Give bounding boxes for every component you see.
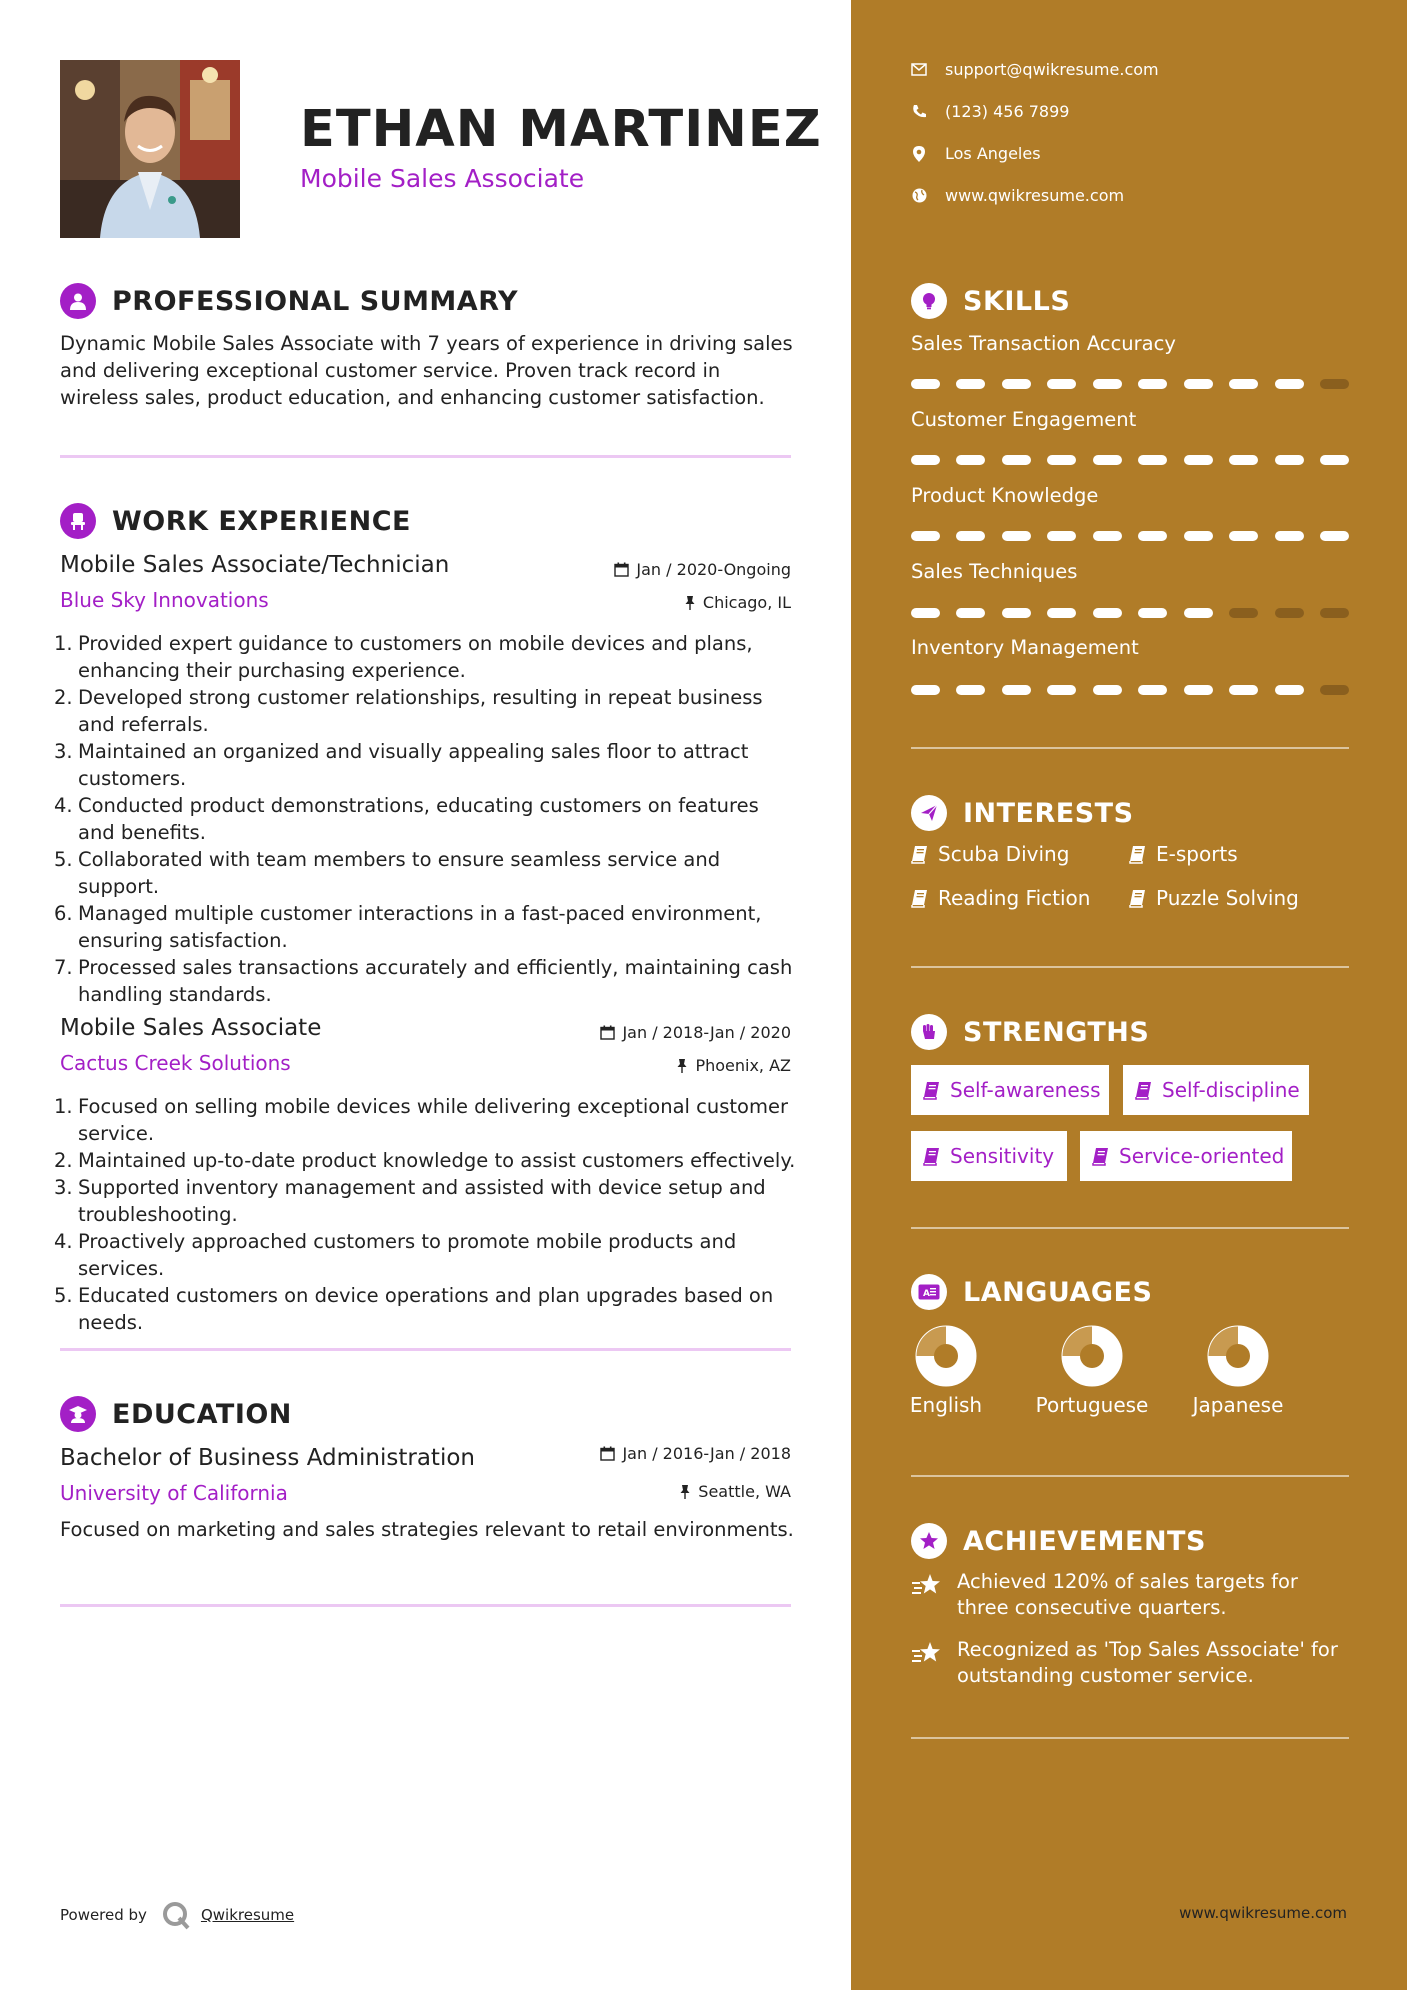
envelope-icon <box>911 62 927 78</box>
interest-label: Puzzle Solving <box>1156 886 1299 910</box>
skill-segment <box>911 685 940 695</box>
contact-website[interactable] <box>911 186 1124 205</box>
skill-segment <box>1275 531 1304 541</box>
section-divider <box>911 747 1349 749</box>
skill-rating <box>911 455 1349 465</box>
calendar-icon <box>600 1446 615 1461</box>
list-item: 4. Proactively approached customers to promote mobile products and services. <box>54 1230 737 1280</box>
skill-segment <box>1184 608 1213 618</box>
language-proficiency-ring <box>1059 1323 1125 1389</box>
list-item: 7. Processed sales transactions accurately and efficiently, maintaining cash handling standards. <box>54 956 793 1006</box>
section-divider <box>911 966 1349 968</box>
skill-segment <box>1093 379 1122 389</box>
skill-name: Sales Transaction Accuracy <box>911 332 1176 355</box>
education-description: Focused on marketing and sales strategies relevant to retail environments. <box>60 1518 794 1541</box>
skill-segment <box>1047 455 1076 465</box>
skill-segment <box>1047 531 1076 541</box>
book-icon <box>911 845 928 864</box>
skill-segment <box>1184 685 1213 695</box>
languages-title: LANGUAGES <box>963 1276 1153 1308</box>
job-location-text: Chicago, IL <box>702 593 791 612</box>
job-bullets <box>54 1093 798 1336</box>
skill-segment <box>956 379 985 389</box>
map-marker-icon <box>911 146 927 162</box>
skill-segment <box>1229 379 1258 389</box>
list-item: 2. Maintained up-to-date product knowledge to assist customers effectively. <box>54 1149 796 1172</box>
book-icon <box>1129 845 1146 864</box>
job-dates <box>600 1023 791 1042</box>
skill-name: Inventory Management <box>911 636 1139 659</box>
language-item <box>1178 1323 1298 1417</box>
section-divider <box>911 1227 1349 1229</box>
skill-segment <box>1229 608 1258 618</box>
profile-photo <box>60 60 240 238</box>
language-proficiency-ring <box>913 1323 979 1389</box>
job-dates-text: Jan / 2020-Ongoing <box>636 560 791 579</box>
education-title: EDUCATION <box>112 1398 292 1430</box>
skill-segment <box>956 608 985 618</box>
skill-segment <box>911 608 940 618</box>
skill-segment <box>1229 685 1258 695</box>
skill-segment <box>1002 455 1031 465</box>
achievement-text: Achieved 120% of sales targets for three consecutive quarters. <box>957 1570 1298 1619</box>
skill-segment <box>1002 531 1031 541</box>
section-divider <box>911 1475 1349 1477</box>
ring-hole <box>934 1344 958 1368</box>
pin-icon <box>676 1058 688 1073</box>
pin-icon <box>679 1484 691 1499</box>
strength-chip <box>911 1131 1067 1181</box>
interest-label: Scuba Diving <box>938 842 1070 866</box>
candidate-name: ETHAN MARTINEZ <box>300 100 822 159</box>
language-item <box>886 1323 1006 1417</box>
book-icon <box>1092 1147 1109 1166</box>
shooting-star-icon <box>911 1573 945 1603</box>
chair-icon <box>60 503 96 539</box>
skill-segment <box>1138 379 1167 389</box>
ring-hole <box>1080 1344 1104 1368</box>
globe-icon <box>911 188 927 204</box>
skill-segment <box>956 531 985 541</box>
skill-segment <box>1184 379 1213 389</box>
calendar-icon <box>600 1025 615 1040</box>
skill-rating <box>911 379 1349 389</box>
footer-website[interactable]: www.qwikresume.com <box>1179 1904 1347 1922</box>
skill-name: Sales Techniques <box>911 560 1078 583</box>
language-item <box>1032 1323 1152 1417</box>
interest-item <box>1129 842 1238 866</box>
contact-location <box>911 144 1041 163</box>
language-icon <box>911 1274 947 1310</box>
skill-segment <box>1138 531 1167 541</box>
skill-rating <box>911 531 1349 541</box>
skill-rating <box>911 685 1349 695</box>
school-name: University of California <box>60 1481 288 1505</box>
skill-segment <box>1138 608 1167 618</box>
degree-title: Bachelor of Business Administration <box>60 1445 475 1471</box>
job-title: Mobile Sales Associate/Technician <box>60 552 450 578</box>
language-proficiency-ring <box>1205 1323 1271 1389</box>
education-location <box>679 1482 791 1501</box>
experience-heading <box>60 503 411 539</box>
qwikresume-link[interactable]: Qwikresume <box>200 1906 295 1924</box>
strength-label: Sensitivity <box>950 1144 1055 1168</box>
book-icon <box>1129 889 1146 908</box>
language-name: English <box>909 1393 983 1417</box>
strength-chip <box>911 1065 1109 1115</box>
skill-segment <box>1320 685 1349 695</box>
skill-segment <box>911 379 940 389</box>
book-icon <box>1135 1081 1152 1100</box>
strengths-heading <box>911 1014 1149 1050</box>
skills-heading <box>911 283 1070 319</box>
list-item: 3. Maintained an organized and visually appealing sales floor to attract customers. <box>54 740 749 790</box>
job-company: Blue Sky Innovations <box>60 588 269 612</box>
skill-segment <box>1047 685 1076 695</box>
book-icon <box>923 1081 940 1100</box>
contact-email-text: support@qwikresume.com <box>945 60 1159 79</box>
shooting-star-icon <box>911 1641 945 1671</box>
contact-location-text: Los Angeles <box>945 144 1041 163</box>
skill-segment <box>1138 455 1167 465</box>
skill-segment <box>1093 685 1122 695</box>
paper-plane-icon <box>911 795 947 831</box>
education-dates-text: Jan / 2016-Jan / 2018 <box>622 1444 791 1463</box>
languages-heading <box>911 1274 1152 1310</box>
achievement-item <box>911 1637 1351 1689</box>
skill-segment <box>956 455 985 465</box>
section-divider <box>911 1737 1349 1739</box>
skill-segment <box>1320 379 1349 389</box>
skill-segment <box>1229 455 1258 465</box>
book-icon <box>911 889 928 908</box>
strengths-title: STRENGTHS <box>963 1016 1150 1048</box>
fist-icon <box>911 1014 947 1050</box>
contact-email[interactable] <box>911 60 1159 79</box>
job-title: Mobile Sales Associate <box>60 1015 322 1041</box>
interest-item <box>911 886 1090 910</box>
user-icon <box>60 283 96 319</box>
job-dates <box>614 560 791 579</box>
skill-segment <box>1093 608 1122 618</box>
calendar-icon <box>614 562 629 577</box>
graduate-icon <box>60 1396 96 1432</box>
list-item: 5. Collaborated with team members to ensure seamless service and support. <box>54 848 721 898</box>
qwikresume-logo-icon <box>161 1900 191 1930</box>
list-item: 5. Educated customers on device operations and plan upgrades based on needs. <box>54 1284 774 1334</box>
lightbulb-icon <box>911 283 947 319</box>
achievement-text: Recognized as 'Top Sales Associate' for outstanding customer service. <box>957 1638 1338 1687</box>
skill-segment <box>1002 379 1031 389</box>
skill-name: Customer Engagement <box>911 408 1137 431</box>
skill-segment <box>1320 455 1349 465</box>
interest-item <box>911 842 1069 866</box>
job-dates-text: Jan / 2018-Jan / 2020 <box>622 1023 791 1042</box>
section-divider <box>60 1348 791 1351</box>
job-location-text: Phoenix, AZ <box>695 1056 791 1075</box>
skill-name: Product Knowledge <box>911 484 1099 507</box>
contact-phone[interactable] <box>911 102 1069 121</box>
interest-label: Reading Fiction <box>938 886 1091 910</box>
skill-segment <box>1275 608 1304 618</box>
list-item: 4. Conducted product demonstrations, educating customers on features and benefits. <box>54 794 759 844</box>
summary-heading <box>60 283 518 319</box>
experience-title: WORK EXPERIENCE <box>112 505 411 537</box>
pin-icon <box>684 595 696 610</box>
powered-by-label: Powered by <box>60 1906 147 1924</box>
sidebar <box>851 0 1407 1990</box>
skill-segment <box>1002 685 1031 695</box>
job-company: Cactus Creek Solutions <box>60 1051 291 1075</box>
language-name: Portuguese <box>1035 1393 1149 1417</box>
section-divider <box>60 1604 791 1607</box>
list-item: 6. Managed multiple customer interactions in a fast-paced environment, ensuring satisfaction. <box>54 902 762 952</box>
skill-segment <box>1229 531 1258 541</box>
section-divider <box>60 455 791 458</box>
skill-segment <box>1184 531 1213 541</box>
powered-by <box>60 1900 294 1930</box>
summary-title: PROFESSIONAL SUMMARY <box>112 285 519 317</box>
strength-chip <box>1123 1065 1309 1115</box>
phone-icon <box>911 104 927 120</box>
strength-label: Self-awareness <box>950 1078 1101 1102</box>
skills-title: SKILLS <box>963 285 1071 317</box>
skill-segment <box>956 685 985 695</box>
interests-heading <box>911 795 1134 831</box>
svg-text:A: A <box>923 1289 930 1299</box>
skill-segment <box>1093 455 1122 465</box>
interest-label: E-sports <box>1156 842 1238 866</box>
list-item: 2. Developed strong customer relationships, resulting in repeat business and referrals. <box>54 686 763 736</box>
skill-segment <box>1320 531 1349 541</box>
skill-segment <box>1093 531 1122 541</box>
skill-rating <box>911 608 1349 618</box>
ring-hole <box>1226 1344 1250 1368</box>
contact-website-text: www.qwikresume.com <box>945 186 1125 205</box>
interest-item <box>1129 886 1299 910</box>
achievement-item <box>911 1569 1351 1621</box>
skill-segment <box>1047 379 1076 389</box>
strength-chip <box>1080 1131 1292 1181</box>
education-heading <box>60 1396 292 1432</box>
list-item: 1. Provided expert guidance to customers on mobile devices and plans, enhancing their purchasing experience. <box>54 632 753 682</box>
education-dates <box>600 1444 791 1463</box>
summary-text: Dynamic Mobile Sales Associate with 7 years of experience in driving sales and delivering exceptional customer service. Proven track record in wireless sales, product education, and enhancing customer satisfaction. <box>60 332 793 409</box>
skill-segment <box>1320 608 1349 618</box>
list-item: 1. Focused on selling mobile devices while delivering exceptional customer service. <box>54 1095 788 1145</box>
job-location <box>684 593 791 612</box>
achievements-title: ACHIEVEMENTS <box>963 1525 1206 1557</box>
contact-phone-text: (123) 456 7899 <box>945 102 1070 121</box>
job-location <box>676 1056 791 1075</box>
education-location-text: Seattle, WA <box>698 1482 791 1501</box>
skill-segment <box>911 531 940 541</box>
skill-segment <box>1275 455 1304 465</box>
skill-segment <box>911 455 940 465</box>
skill-segment <box>1047 608 1076 618</box>
language-name: Japanese <box>1192 1393 1284 1417</box>
achievements-heading <box>911 1523 1206 1559</box>
strength-label: Self-discipline <box>1162 1078 1300 1102</box>
book-icon <box>923 1147 940 1166</box>
skill-segment <box>1138 685 1167 695</box>
star-icon <box>911 1523 947 1559</box>
strength-label: Service-oriented <box>1119 1144 1285 1168</box>
skill-segment <box>1002 608 1031 618</box>
skill-segment <box>1184 455 1213 465</box>
interests-title: INTERESTS <box>963 797 1134 829</box>
skill-segment <box>1275 379 1304 389</box>
candidate-role: Mobile Sales Associate <box>300 164 585 193</box>
job-bullets <box>54 630 798 1008</box>
skill-segment <box>1275 685 1304 695</box>
list-item: 3. Supported inventory management and assisted with device setup and troubleshooting. <box>54 1176 766 1226</box>
